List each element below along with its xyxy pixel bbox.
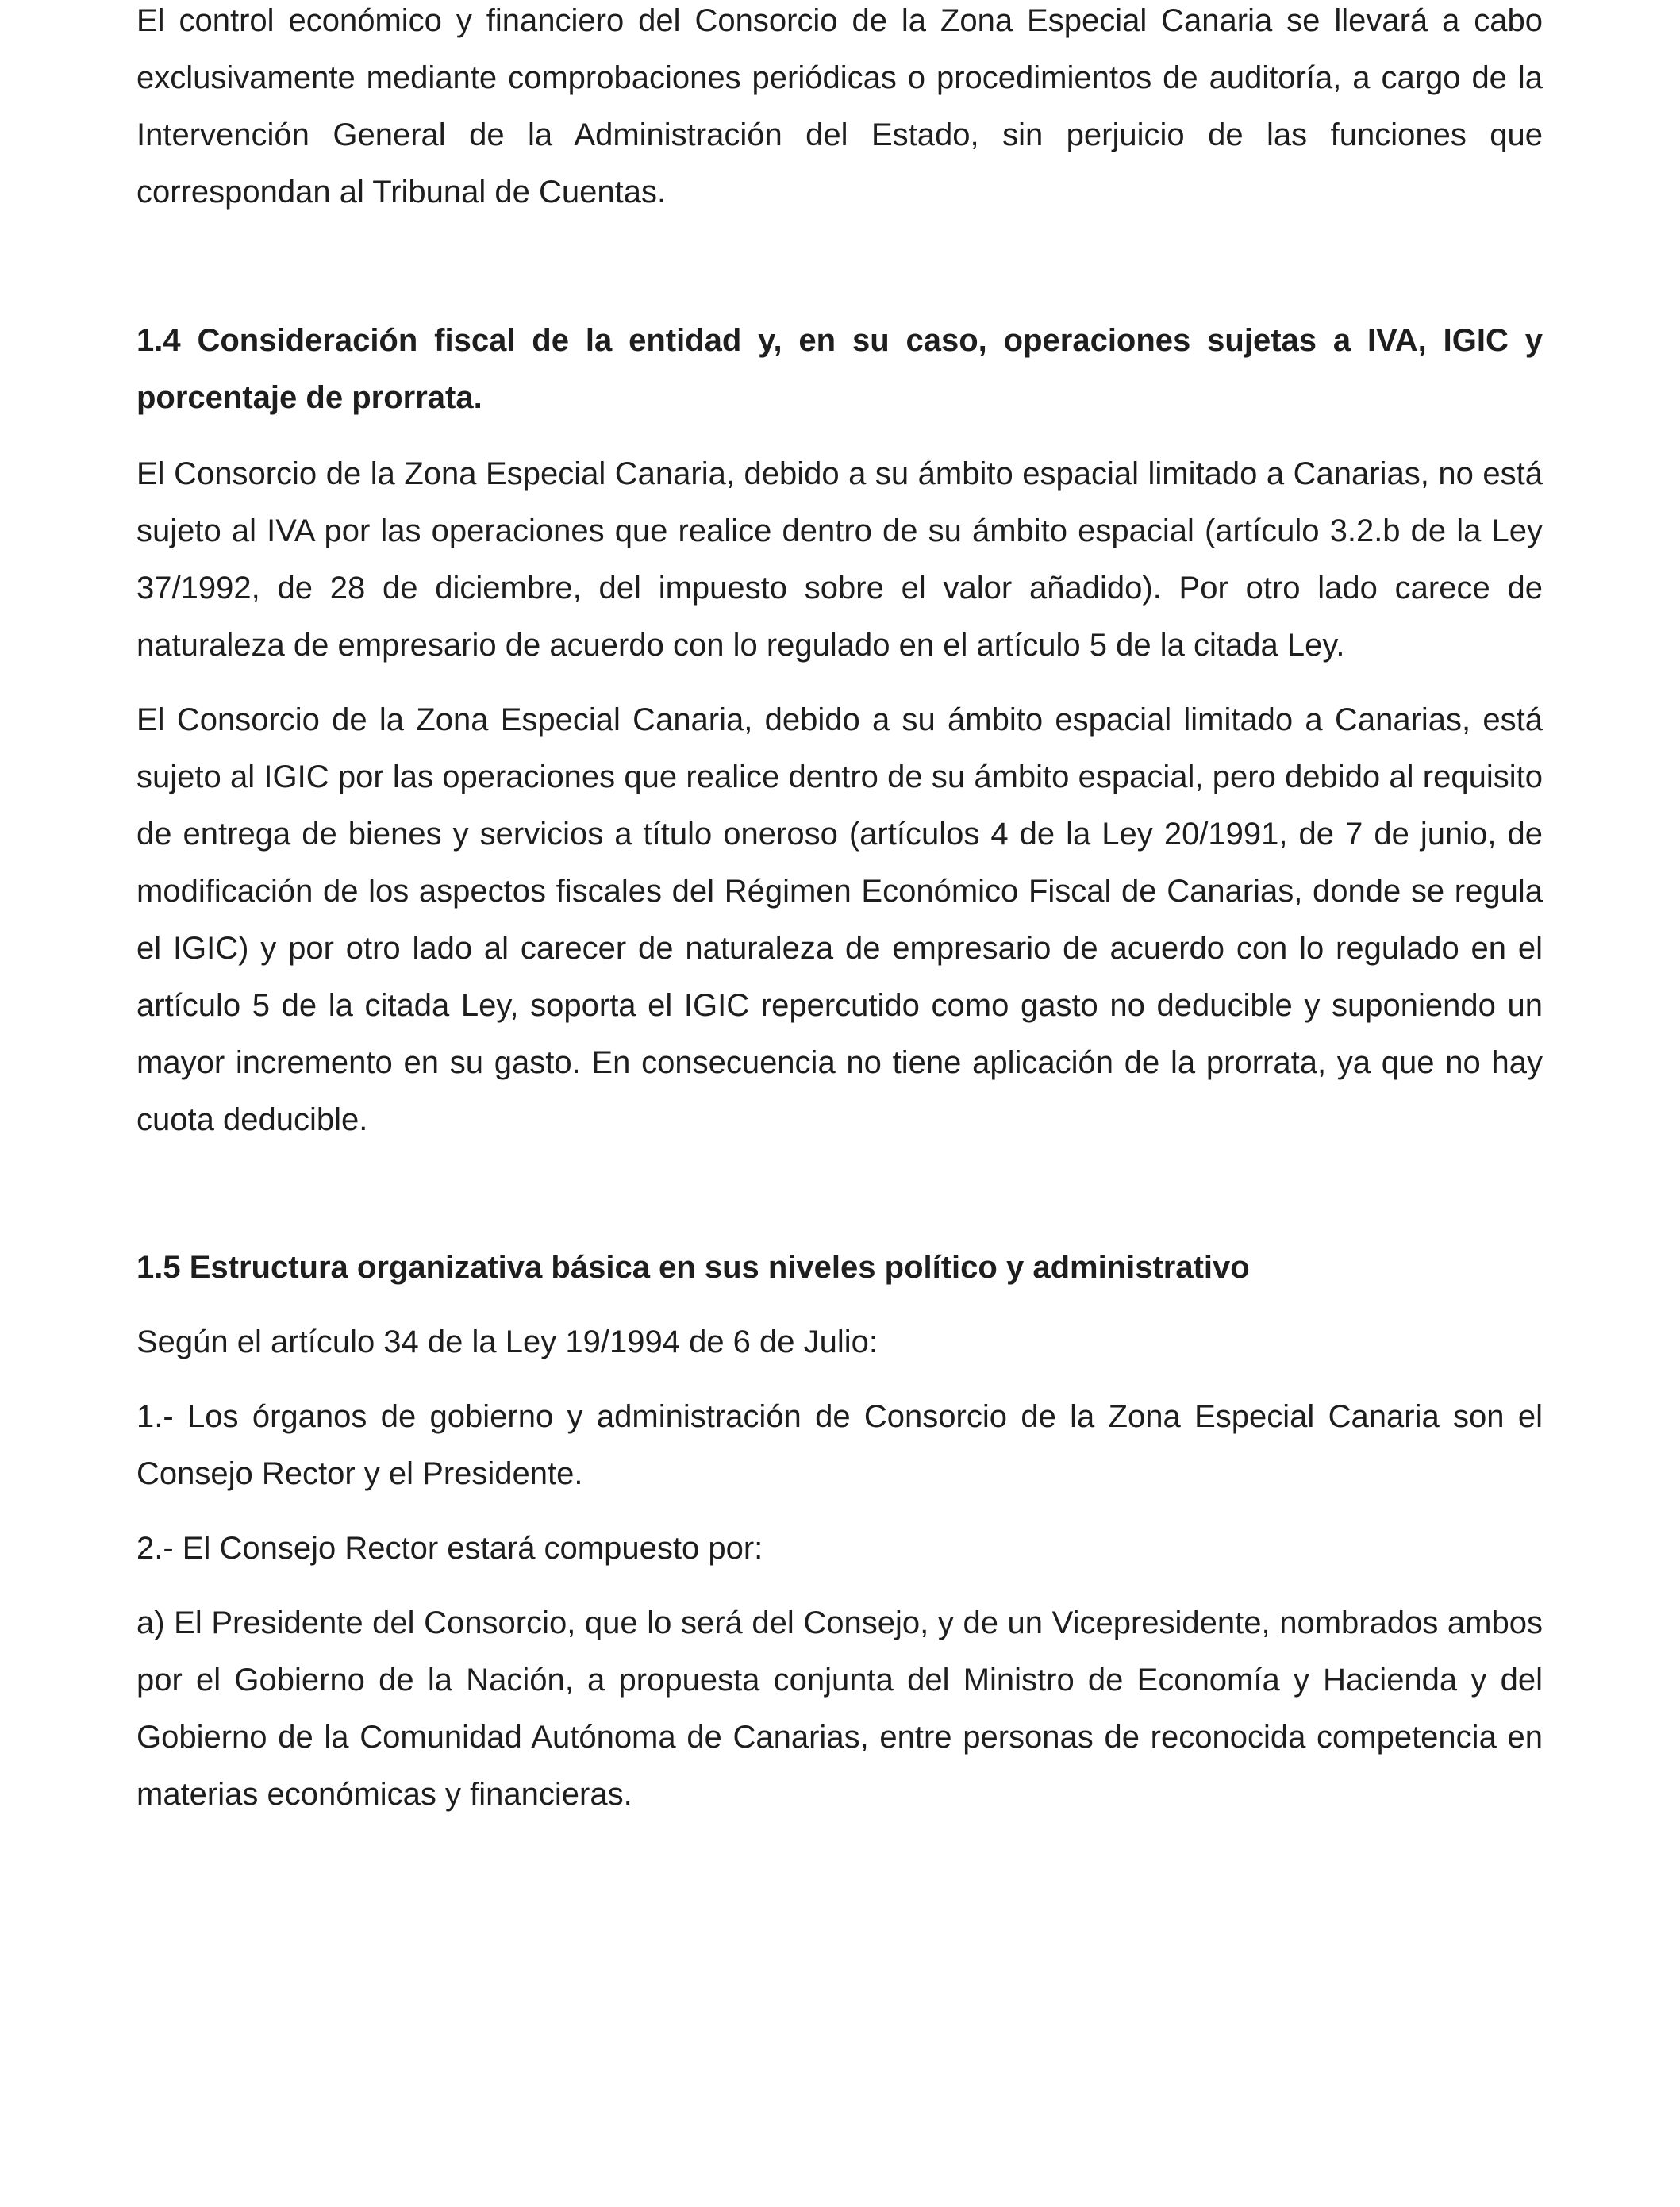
paragraph-law-reference: Según el artículo 34 de la Ley 19/1994 de 6 de Julio: — [136, 1325, 878, 1359]
paragraph-igic: El Consorcio de la Zona Especial Canaria, debido a su ámbito espacial limitado a Canarias, está sujeto al IGIC por las operaciones que realice dentro de su ámbito espacial, pero debido al requisito de entrega de bienes y servicios a título oneroso (artículos 4 de la Ley 20/1991, de 7 de junio, de modificación de los aspectos fiscales del Régimen Económico Fiscal de Canarias, donde se regula el IGIC) y por otro lado al carecer de naturaleza de empresario de acuerdo con lo regulado en el artículo 5 de la citada Ley, soporta el IGIC repercutido como gasto no deducible y suponiendo un mayor incremento en su gasto. En consecuencia no tiene aplicación de la prorrata, ya que no hay cuota deducible. — [136, 702, 1543, 1137]
section-heading-1-4: 1.4 Consideración fiscal de la entidad y, en su caso, operaciones sujetas a IVA, IGIC y porcentaje de prorrata. — [136, 323, 1543, 415]
list-item-a: a) El Presidente del Consorcio, que lo será del Consejo, y de un Vicepresidente, nombrados ambos por el Gobierno de la Nación, a propuesta conjunta del Ministro de Economía y Hacienda y del Gobierno de la Comunidad Autónoma de Canarias, entre personas de reconocida competencia en materias económicas y financieras. — [136, 1605, 1543, 1812]
list-item-1: 1.- Los órganos de gobierno y administración de Consorcio de la Zona Especial Canaria son el Consejo Rector y el Presidente. — [136, 1399, 1543, 1491]
intro-paragraph: El control económico y financiero del Consorcio de la Zona Especial Canaria se llevará a cabo exclusivamente mediante comprobaciones periódicas o procedimientos de auditoría, a cargo de la Intervención General de la Administración del Estado, sin perjuicio de las funciones que correspondan al Tribunal de Cuentas. — [136, 3, 1543, 210]
document-page — [136, 0, 1543, 1823]
list-item-2: 2.- El Consejo Rector estará compuesto por: — [136, 1531, 763, 1566]
section-heading-1-5: 1.5 Estructura organizativa básica en sus niveles político y administrativo — [136, 1250, 1250, 1285]
paragraph-iva: El Consorcio de la Zona Especial Canaria, debido a su ámbito espacial limitado a Canarias, no está sujeto al IVA por las operaciones que realice dentro de su ámbito espacial (artículo 3.2.b de la Ley 37/1992, de 28 de diciembre, del impuesto sobre el valor añadido). Por otro lado carece de naturaleza de empresario de acuerdo con lo regulado en el artículo 5 de la citada Ley. — [136, 456, 1543, 663]
